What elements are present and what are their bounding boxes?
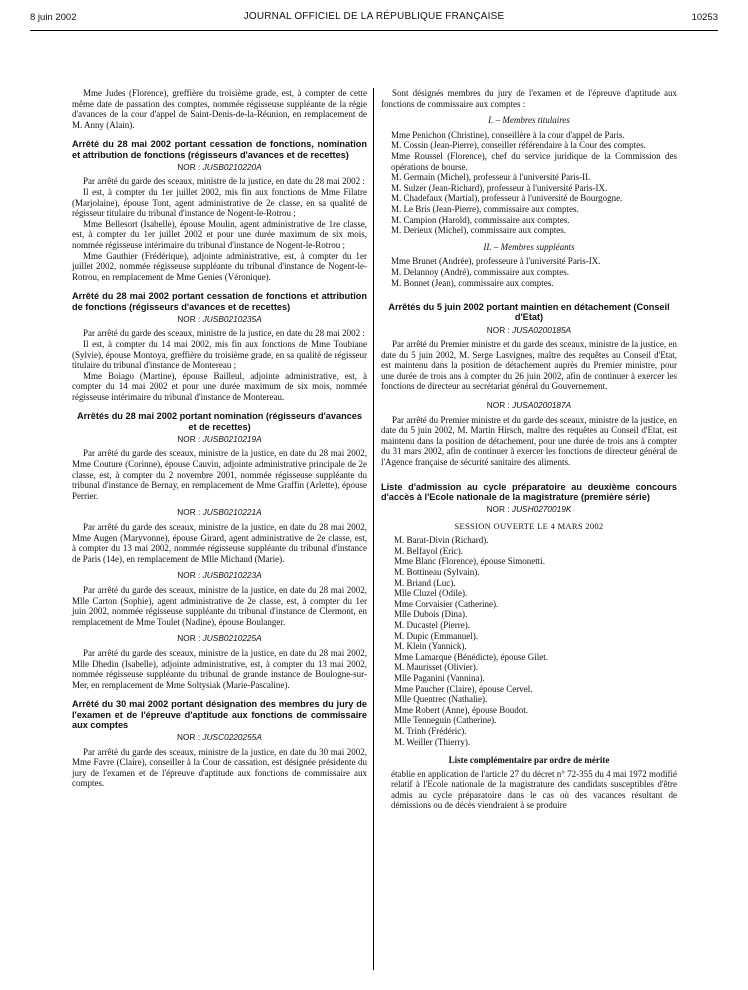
issue-date: 8 juin 2002 xyxy=(30,12,77,23)
nor-reference: NOR : JUSC0220255A xyxy=(177,731,262,742)
nor-reference: NOR : JUSA0200187A xyxy=(486,400,572,411)
list-item: M. Bonnet (Jean), commissaire aux comptes. xyxy=(391,277,554,288)
article-title: Arrêté du 28 mai 2002 portant cessation de fonctions et attribution de fonctions (régisseurs d'avances et de recettes) xyxy=(72,291,367,312)
page-header xyxy=(30,10,718,28)
paragraph: Par arrêté du Premier ministre et du garde des sceaux, ministre de la justice, en date du 5 juin 2002, M. Martin Hirsch, maître des requêtes au Conseil d'Etat, est maintenu dans la position de détachement, pour une durée de trois ans à compter du 31 mars 2002, afin de continuer à exercer les fonctions de directeur général de l'Agence française de sécurité sanitaire des aliments. xyxy=(381,414,677,468)
paragraph: Il est, à compter du 14 mai 2002, mis fin aux fonctions de Mme Toubiane (Sylvie), épouse Montoya, greffière du troisième grade, en sa qualité de régisseur titulaire du tribunal d'instance de Montereau ; xyxy=(72,338,367,371)
list-item: Mlle Dubois (Dina). xyxy=(394,609,468,620)
list-item: M. Trinh (Frédéric). xyxy=(394,725,467,736)
nor-reference: NOR : JUSA0200185A xyxy=(486,324,572,335)
paragraph: Sont désignés membres du jury de l'examen et de l'épreuve d'aptitude aux fonctions de commissaire aux comptes : xyxy=(381,88,677,109)
list-item: M. Weiller (Thierry). xyxy=(394,736,471,747)
article-title: Arrêtés du 5 juin 2002 portant maintien en détachement (Conseil d'Etat) xyxy=(388,302,670,323)
list-item: Mme Penichon (Christine), conseillère à la cour d'appel de Paris. xyxy=(391,129,625,140)
list-item: M. Briand (Luc). xyxy=(394,577,456,588)
list-item: Mlle Cluzel (Odile). xyxy=(394,588,468,599)
paragraph: Par arrêté du garde des sceaux, ministre de la justice, en date du 28 mai 2002 : xyxy=(83,328,365,339)
journal-title: JOURNAL OFFICIEL DE LA RÉPUBLIQUE FRANÇAISE xyxy=(243,11,505,22)
list-item: Mme Roussel (Florence), chef du service juridique de la Commission des opérations de bourse. xyxy=(391,150,677,172)
nor-reference: NOR : JUSB0210235A xyxy=(177,313,262,324)
nor-reference: NOR : JUSB0210221A xyxy=(177,507,262,518)
list-item: Mme Corvaisier (Catherine). xyxy=(394,598,499,609)
list-item: Mme Paucher (Claire), épouse Cervel. xyxy=(394,683,533,694)
list-item: Mlle Quentrec (Nathalie). xyxy=(394,694,488,705)
article-title: Liste d'admission au cycle préparatoire au deuxième concours d'accès à l'Ecole nationale de la magistrature (première série) xyxy=(381,481,677,502)
titulaires-list xyxy=(381,130,677,236)
article-title: Arrêté du 30 mai 2002 portant désignation des membres du jury de l'examen et de l'épreuve d'aptitude aux fonctions de commissaire aux comptes xyxy=(72,699,367,730)
right-column xyxy=(381,88,677,811)
list-item: M. Ducastel (Pierre). xyxy=(394,619,470,630)
list-item: M. Barat-Divin (Richard). xyxy=(394,535,489,546)
suppleants-list xyxy=(381,256,677,288)
admission-list xyxy=(381,535,677,747)
list-item: Mme Brunet (Andrée), professeure à l'université Paris-IX. xyxy=(391,256,601,267)
page-number: 10253 xyxy=(691,12,718,23)
list-item: M. Delannoy (André), commissaire aux comptes. xyxy=(391,266,569,277)
nor-reference: NOR : JUSB0210220A xyxy=(177,161,262,172)
paragraph: Mme Boiago (Martine), épouse Bailleul, adjointe administrative, est, à compter du 14 mai 2002 et pour une durée maximum de six mois, nommée régisseuse intérimaire du tribunal d'instance de Montereau. xyxy=(72,370,367,402)
list-item: M. Chadefaux (Martial), professeur à l'université de Bourgogne. xyxy=(391,193,623,204)
paragraph: Par arrêté du garde des sceaux, ministre de la justice, en date du 28 mai 2002, Mme Couture (Corinne), épouse Cauvin, adjointe administrative principale de 2e classe, est, à compter du 2 novembre 2001, nommée régisseuse suppléante du tribunal d'instance de Bernay, en remplacement de Mme Graffin (Arlette), épouse Perrier. xyxy=(72,448,367,501)
list-item: M. Le Bris (Jean-Pierre), commissaire aux comptes. xyxy=(391,203,579,214)
nor-reference: NOR : JUSB0210223A xyxy=(177,570,262,581)
list-item: Mlle Tenneguin (Catherine). xyxy=(394,715,497,726)
list-item: M. Maurisset (Olivier). xyxy=(394,662,478,673)
paragraph: Par arrêté du garde des sceaux, ministre de la justice, en date du 28 mai 2002, Mme Augen (Maryvonne), épouse Girard, agent administrative de 2e classe, est, à compter du 13 mai 2002, nommée régisseuse suppléante du tribunal d'instance de Paris (14e), en remplacement de Mlle Michaud (Marie). xyxy=(72,522,367,564)
paragraph: Par arrêté du garde des sceaux, ministre de la justice, en date du 28 mai 2002, Mlle Carton (Sophie), agent administrative de 2e classe, est, à compter du 1er juin 2002, nommée régisseuse suppléante du tribunal d'instance de Clermont, en remplacement de Mme Toulet (Nadine), épouse Boulanger. xyxy=(72,585,367,627)
paragraph: Par arrêté du Premier ministre et du garde des sceaux, ministre de la justice, en date du 5 juin 2002, M. Serge Lasvignes, maître des requêtes au Conseil d'Etat, est maintenu dans la position de détachement auprès du Premier ministre, pour une durée de trois ans à compter du 26 juin 2002, afin de continuer à exercer les fonctions de directeur au secrétariat général du Gouvernement. xyxy=(381,339,677,392)
list-item: M. Belfayol (Eric). xyxy=(394,545,463,556)
paragraph: Par arrêté du garde des sceaux, ministre de la justice, en date du 28 mai 2002 : xyxy=(83,176,365,187)
article-title: Arrêtés du 28 mai 2002 portant nomination (régisseurs d'avances et de recettes) xyxy=(76,411,363,432)
paragraph: établie en application de l'article 27 du décret n° 72-355 du 4 mai 1972 modifié relatif à l'Ecole nationale de la magistrature des candidats susceptibles d'être admis au cycle préparatoire dans le cas où des vacances résultant de démissions ou de décès viendraient à se produire xyxy=(391,768,677,811)
list-item: M. Derieux (Michel), commissaire aux comptes. xyxy=(391,225,566,236)
article-title: Arrêté du 28 mai 2002 portant cessation de fonctions, nomination et attribution de fonctions (régisseurs d'avances et de recettes) xyxy=(72,139,367,160)
column-divider xyxy=(373,88,374,970)
list-item: Mlle Paganini (Vannina). xyxy=(394,672,485,683)
paragraph: Mme Gauthier (Frédérique), adjointe administrative, est, à compter du 1er juillet 2002, nommée régisseuse suppléante du tribunal d'instance de Nogent-le-Rotrou, en remplacement de Mme Genies (Véronique). xyxy=(72,250,367,282)
list-item: Mme Blanc (Florence), épouse Simonetti. xyxy=(394,556,545,567)
nor-reference: NOR : JUSB0210219A xyxy=(177,433,262,444)
session-label: SESSION OUVERTE LE 4 MARS 2002 xyxy=(454,520,604,531)
left-column xyxy=(72,88,367,789)
subsection-title: I. – Membres titulaires xyxy=(488,115,570,126)
list-item: M. Klein (Yannick). xyxy=(394,641,467,652)
list-item: Mme Lamarque (Bénédicte), épouse Gilet. xyxy=(394,651,548,662)
list-item: M. Cossin (Jean-Pierre), conseiller référendaire à la Cour des comptes. xyxy=(391,140,646,151)
list-item: M. Dupic (Emmanuel). xyxy=(394,630,478,641)
paragraph: Par arrêté du garde des sceaux, ministre de la justice, en date du 30 mai 2002, Mme Favre (Claire), conseiller à la Cour de cassation, est désignée présidente du jury de l'examen et de l'épreuve d'aptitude aux fonctions de commissaire aux comptes. xyxy=(72,746,367,789)
paragraph: Mme Judes (Florence), greffière du troisième grade, est, à compter de cette même date de passation des comptes, nommée régisseuse suppléante de la régie d'avances de la cour d'appel de Saint-Denis-de-la-Réunion, en remplacement de M. Anny (Alain). xyxy=(72,88,367,130)
nor-reference: NOR : JUSB0210225A xyxy=(177,633,262,644)
header-rule xyxy=(30,30,718,31)
list-item: M. Germain (Michel), professeur à l'université Paris-II. xyxy=(391,172,591,183)
subsection-title: II. – Membres suppléants xyxy=(483,241,575,252)
paragraph: Par arrêté du garde des sceaux, ministre de la justice, en date du 28 mai 2002, Mlle Dhedin (Isabelle), adjointe administrative, est, à compter du 13 mai 2002, nommée régisseuse suppléante du tribunal de grande instance de Boulogne-sur-Mer, en remplacement de Mme Soltysiak (Marie-Pascaline). xyxy=(72,647,367,690)
list-item: M. Bottineau (Sylvain). xyxy=(394,567,480,577)
list-item: M. Sulzer (Jean-Richard), professeur à l'université Paris-IX. xyxy=(391,182,608,193)
paragraph: Mme Bellesort (Isabelle), épouse Moulin, agent administrative de 1re classe, est, à compter du 1er juillet 2002 et pour une durée maximum de six mois, nommée régisseuse intérimaire du tribunal d'instance de Nogent-le-Rotrou ; xyxy=(72,218,367,250)
complementary-list-title: Liste complémentaire par ordre de mérite xyxy=(448,755,610,766)
list-item: M. Campion (Harold), commissaire aux comptes. xyxy=(391,214,570,225)
nor-reference: NOR : JUSH0270019K xyxy=(486,504,572,515)
paragraph: Il est, à compter du 1er juillet 2002, mis fin aux fonctions de Mme Filatre (Marjolaine), épouse Tont, agent administrative de 2e classe, en sa qualité de régisseur titulaire du tribunal d'instance de Nogent-le-Rotrou ; xyxy=(72,186,367,219)
list-item: Mme Robert (Anne), épouse Boudot. xyxy=(394,704,528,715)
